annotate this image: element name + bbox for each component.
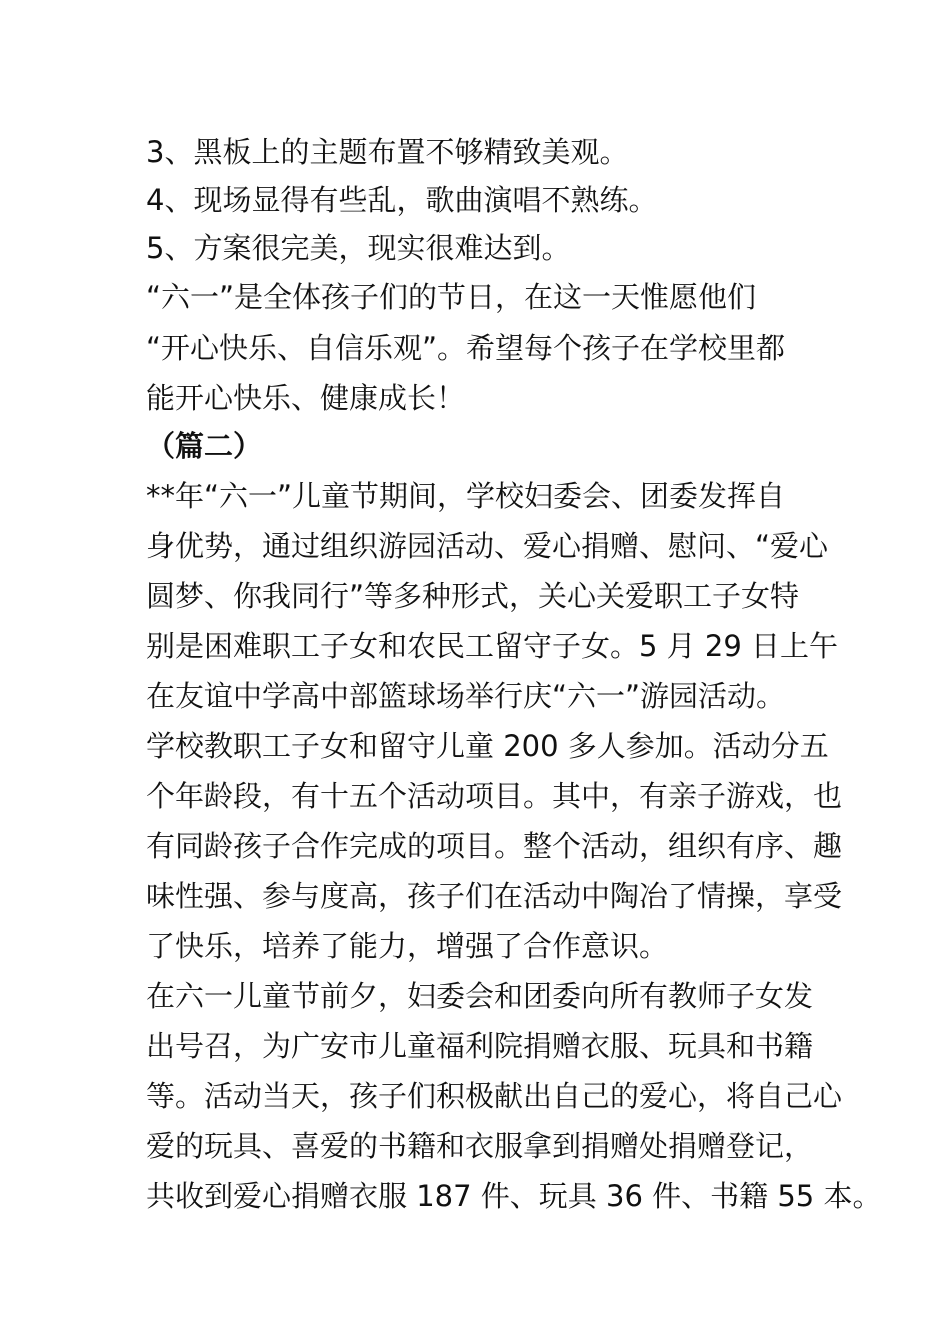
paragraph-1-line: 有同龄孩子合作完成的项目。整个活动，组织有序、趣 [146, 829, 843, 863]
paragraph-2-line: 出号召，为广安市儿童福利院捐赠衣服、玩具和书籍 [146, 1029, 814, 1063]
paragraph-1-line: 身优势，通过组织游园活动、爱心捐赠、慰问、“爱心 [146, 529, 829, 563]
paragraph-2-line: 共收到爱心捐赠衣服 187 件、玩具 36 件、书籍 55 本。 [146, 1179, 882, 1213]
paragraph-1-line: 味性强、参与度高，孩子们在活动中陶冶了情操，享受 [146, 879, 843, 913]
paragraph-2-line: 等。活动当天，孩子们积极献出自己的爱心，将自己心 [146, 1079, 843, 1113]
paragraph-1-line: 圆梦、你我同行”等多种形式，关心关爱职工子女特 [146, 579, 800, 613]
closing-paragraph-line: 能开心快乐、健康成长！ [146, 381, 466, 415]
paragraph-1-line: 学校教职工子女和留守儿童 200 多人参加。活动分五 [146, 729, 829, 763]
paragraph-1-line: 个年龄段，有十五个活动项目。其中，有亲子游戏，也 [146, 779, 843, 813]
list-item-5: 5、方案很完美，现实很难达到。 [146, 231, 571, 265]
closing-paragraph-line: “开心快乐、自信乐观”。希望每个孩子在学校里都 [146, 331, 786, 365]
paragraph-1-line: 了快乐，培养了能力，增强了合作意识。 [146, 929, 669, 963]
closing-paragraph-line: “六一”是全体孩子们的节日，在这一天惟愿他们 [146, 280, 757, 314]
list-item-3: 3、黑板上的主题布置不够精致美观。 [146, 135, 629, 169]
list-item-4: 4、现场显得有些乱，歌曲演唱不熟练。 [146, 183, 658, 217]
paragraph-2-line: 爱的玩具、喜爱的书籍和衣服拿到捐赠处捐赠登记， [146, 1129, 814, 1163]
paragraph-2-line: 在六一儿童节前夕，妇委会和团委向所有教师子女发 [146, 979, 814, 1013]
paragraph-1-line: 别是困难职工子女和农民工留守子女。5 月 29 日上午 [146, 629, 839, 663]
paragraph-1-line: **年“六一”儿童节期间，学校妇委会、团委发挥自 [146, 479, 786, 513]
paragraph-1-line: 在友谊中学高中部篮球场举行庆“六一”游园活动。 [146, 679, 786, 713]
section-heading: （篇二） [146, 429, 263, 463]
